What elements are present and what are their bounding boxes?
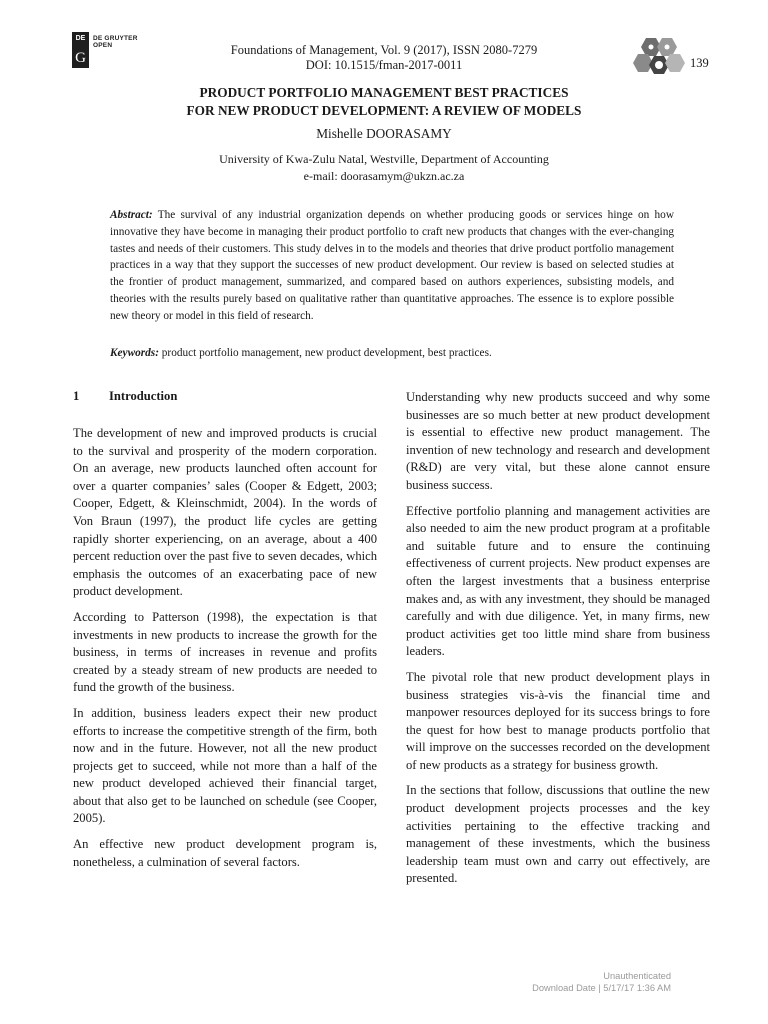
journal-emblem-icon	[632, 36, 688, 80]
keywords	[110, 345, 674, 361]
author-email: e-mail: doorasamym@ukzn.ac.za	[303, 169, 465, 183]
download-stamp	[532, 970, 671, 994]
download-stamp-status: Unauthenticated	[603, 971, 671, 981]
paragraph: An effective new product development program is, nonetheless, a culmination of several factors.	[73, 837, 377, 869]
journal-doi: DOI: 10.1515/fman-2017-0011	[305, 58, 463, 72]
section-number: 1	[73, 389, 80, 403]
paragraph: The pivotal role that new product development plays in business strategies vis-à-vis the financial time and manpower resources deployed for its success brings to fore the quest for how best to manage products portfolio that will improve on the successes recorded on the development of new products as a strategy for business growth.	[406, 669, 710, 772]
section-title: Introduction	[109, 389, 178, 403]
abstract-label: Abstract:	[110, 209, 153, 221]
paragraph: According to Patterson (1998), the expectation is that investments in new products to increase the growth for the business, in terms of increases in revenue and profits created by a steady stream of new products are needed to fund the growth of the business.	[73, 609, 377, 695]
paragraph: Understanding why new products succeed and why some businesses are so much better at new product development is essential to effective new product management. The invention of new technology and research and development (R&D) are very vital, but these alone cannot ensure business success.	[406, 390, 710, 492]
affiliation: University of Kwa-Zulu Natal, Westville, Department of Accounting	[219, 152, 549, 166]
journal-citation: Foundations of Management, Vol. 9 (2017), ISSN 2080-7279	[230, 43, 538, 57]
publisher-name-line2: OPEN	[93, 42, 113, 49]
download-stamp-date: Download Date | 5/17/17 1:36 AM	[532, 983, 671, 993]
publisher-name-line1: DE GRUYTER	[93, 35, 138, 42]
article-title-line1: PRODUCT PORTFOLIO MANAGEMENT BEST PRACTICES	[199, 85, 569, 100]
page-number: 139	[690, 56, 709, 70]
paragraph: Effective portfolio planning and management activities are also needed to aim the new product program at a profitable and suitable future and to ensure the continuing effectiveness of current projects. New product expenses are often the largest investments that a business enterprise makes and, as with any investment, they should be managed carefully and with due diligence. Yet, in many firms, new product activities get too little mind share from business leaders.	[406, 503, 710, 659]
abstract	[110, 207, 674, 325]
paragraph: In the sections that follow, discussions that outline the new product development projects processes and the key activities pertaining to the effective tracking and management of these investments, which the business leadership team must own and carry out effectively, are presented.	[406, 783, 710, 886]
abstract-text: The survival of any industrial organization depends on whether producing goods or services hinge on how innovative they have become in managing their product portfolio to craft new products that changes with the ever-changing tastes and needs of their customers. This study delves in to the models and theories that drive product portfolio management practices in a way that they support the successes of new product development. Our review is based on selected studies at the frontier of product management, summarized, and compared based on authors experiences, subsisting models, and theories with the results purely based on qualitative rather than quantitative approaches. The essence is to explore possible new theory or model in this field of research.	[110, 209, 674, 322]
left-column	[73, 425, 377, 879]
author-name: Mishelle DOORASAMY	[316, 126, 452, 141]
article-title	[0, 84, 768, 120]
keywords-label: Keywords:	[110, 347, 159, 359]
paragraph: The development of new and improved products is crucial to the survival and prosperity of the modern corporation. On an average, new products launched often account for over a quarter companies’ sales (Cooper & Edgett, 2003; Cooper, Edgett, & Kleinschmidt, 2004). In the words of Von Braun (1997), the product life cycles are getting rapidly shorter experiencing, on an average, about a 400 percent reduction over the past five to seven decades, which emphasis the outcomes of an exacerbating pace of new product development.	[73, 426, 377, 599]
right-column	[406, 389, 710, 896]
section-heading	[73, 389, 177, 404]
author-affiliation-block	[0, 151, 768, 185]
logo-letters-top: DE	[75, 35, 86, 42]
article-title-line2: FOR NEW PRODUCT DEVELOPMENT: A REVIEW OF MODELS	[186, 103, 582, 118]
keywords-text: product portfolio management, new product development, best practices.	[161, 347, 492, 359]
paragraph: In addition, business leaders expect their new product efforts to increase the competitive strength of the firm, both now and in the future. However, not all the new product projects get to succeed, while not more than a half of the new product developed achieved their financial target, about that also get to be launched on schedule (see Cooper, 2005).	[73, 705, 377, 826]
logo-letter-bottom: G	[75, 50, 86, 66]
